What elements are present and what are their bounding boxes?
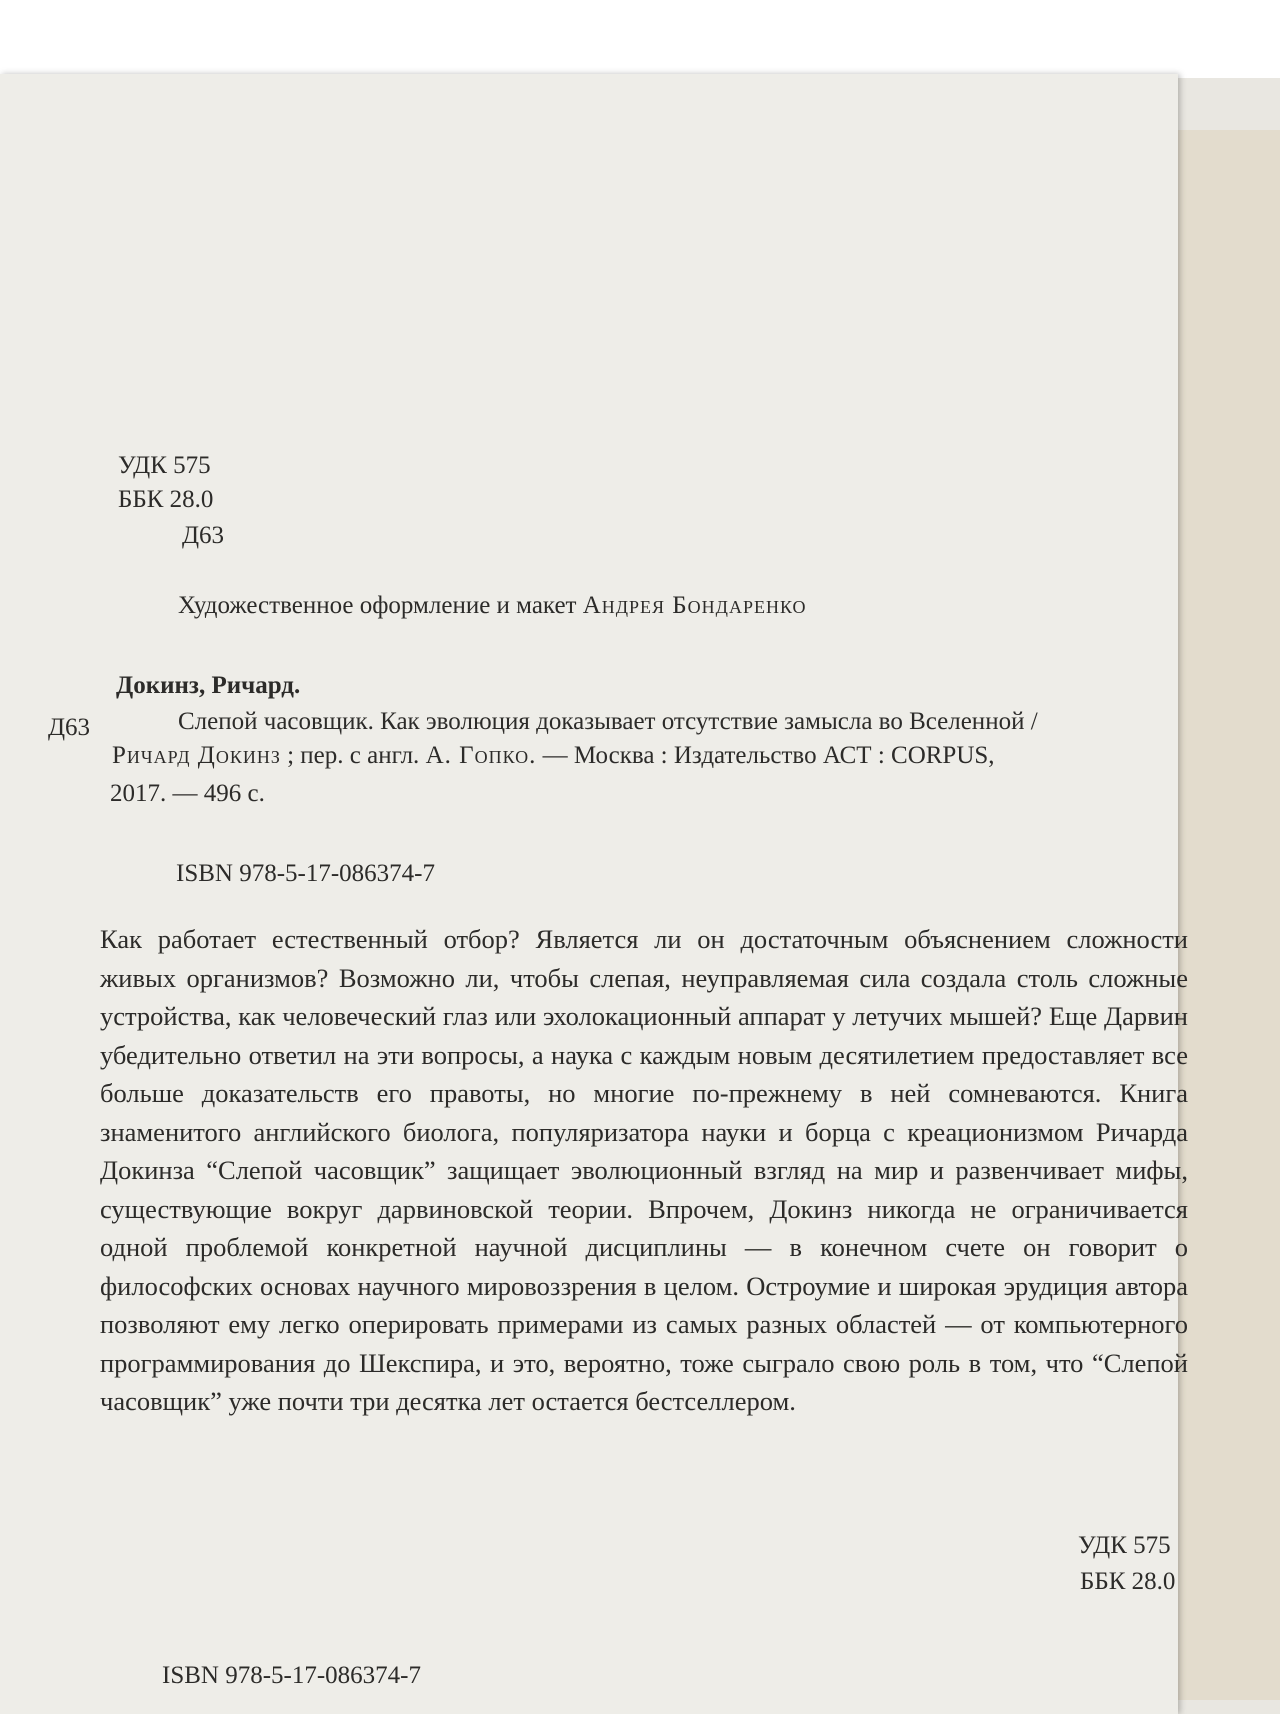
- footer-udk-code: УДК 575: [1078, 1532, 1171, 1559]
- udk-code: УДК 575: [118, 452, 211, 479]
- bibliography-author: Докинз, Ричард.: [116, 672, 301, 699]
- book-annotation: Как работает естественный отбор? Является ли он достаточным объяснением сложности живых организмов? Возможно ли, чтобы слепая, неуправляемая сила создала столь сложные устройства, как человеческий глаз или эхолокационный аппарат у летучих мышей? Еще Дарвин убедительно ответил на эти вопросы, а наука с каждым новым десятилетием предоставляет все больше доказательств его правоты, но многие по-прежнему в ней сомневаются. Книга знаменитого английского биолога, популяризатора науки и борца с креационизмом Ричарда Докинза “Слепой часовщик” защищает эволюционный взгляд на мир и развенчивает мифы, существующие вокруг дарвиновской теории. Впрочем, Докинз никогда не ограничивается одной проблемой конкретной научной дисциплины — в конечном счете он говорит о философских основах научного мировоззрения в целом. Остроумие и широкая эрудиция автора позволяют ему легко оперировать примерами из самых разных областей — от компьютерного программирования до Шекспира, и это, вероятно, тоже сыграло свою роль в том, что “Слепой часовщик” уже почти три десятка лет остается бестселлером.: [100, 924, 1188, 1416]
- show-through-print: [110, 324, 1178, 924]
- bibliography-sign: Д63: [48, 714, 91, 741]
- designer-name: Андрея Бондаренко: [582, 592, 807, 619]
- design-credit-prefix: Художественное оформление и макет: [178, 592, 577, 619]
- bibliography-year-pages: 2017. — 496 с.: [110, 780, 265, 807]
- bbk-code: ББК 28.0: [118, 486, 214, 513]
- footer-bbk-code: ББК 28.0: [1080, 1568, 1176, 1595]
- isbn-top: ISBN 978-5-17-086374-7: [176, 860, 436, 887]
- adjacent-page-edge: [1178, 130, 1280, 1700]
- isbn-bottom: ISBN 978-5-17-086374-7: [162, 1662, 422, 1689]
- bibliography-translator: А. Гопко.: [425, 742, 537, 769]
- book-page: [0, 74, 1178, 1714]
- bibliography-imprint-line: [112, 740, 995, 772]
- bibliography-translation-note: ; пер. с англ.: [287, 742, 420, 769]
- author-sign: Д63: [182, 522, 225, 549]
- bibliography-publisher: — Москва : Издательство АСТ : CORPUS,: [542, 742, 995, 769]
- design-credit: [178, 590, 807, 622]
- background-surface: [0, 0, 1280, 78]
- bibliography-author-name: Ричард Докинз: [112, 742, 281, 769]
- bibliography-title-line: Слепой часовщик. Как эволюция доказывает отсутствие замысла во Вселенной /: [178, 708, 1038, 735]
